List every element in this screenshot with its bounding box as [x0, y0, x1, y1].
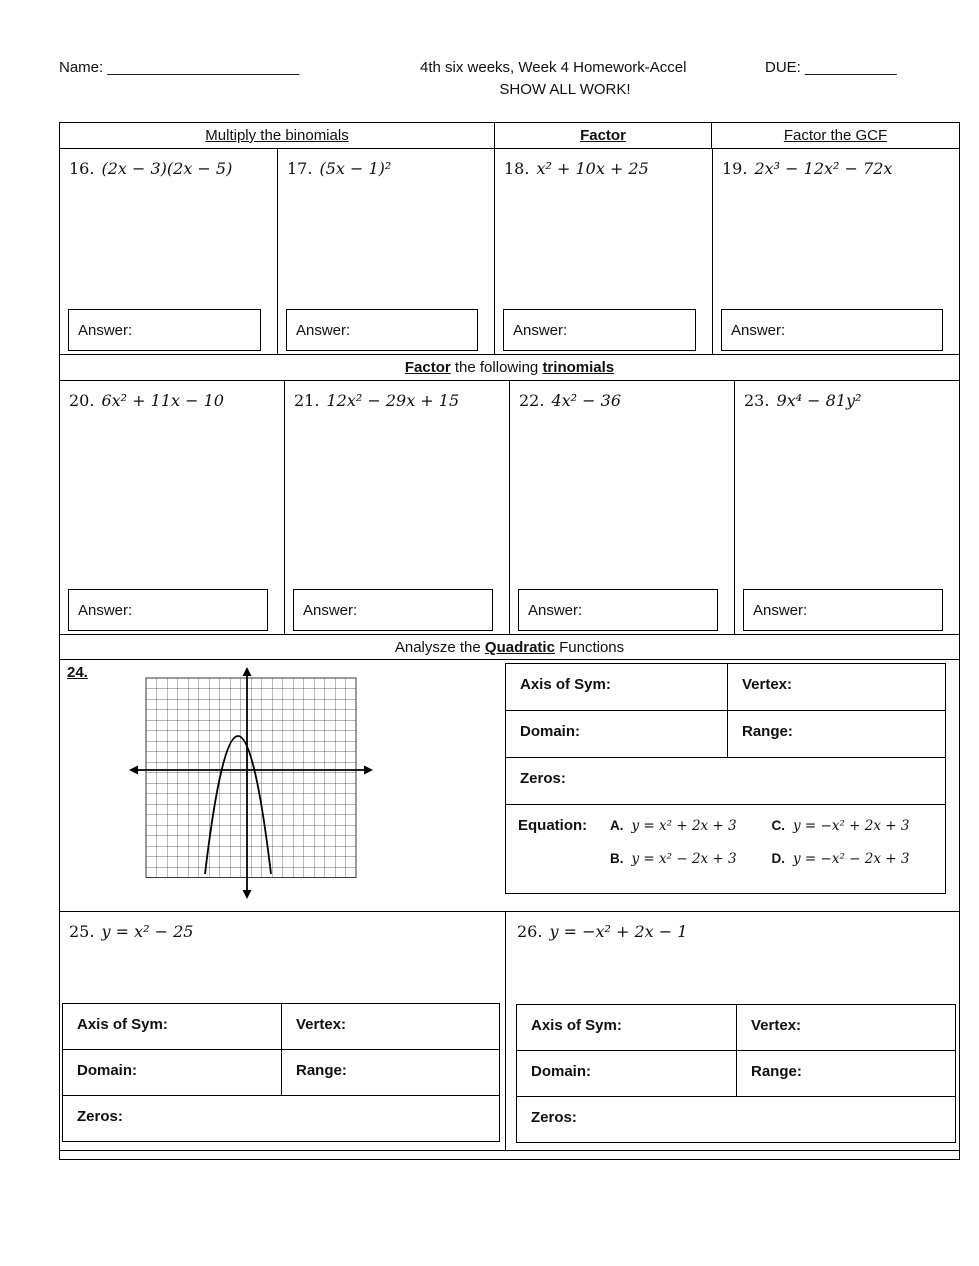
vertex-cell-24 [728, 664, 945, 710]
problem-21-expression: 12x² − 29x + 15 [326, 391, 460, 410]
domain-label: Domain: [531, 1063, 591, 1080]
problem-18-number: 18. [504, 159, 530, 178]
vertex-label: Vertex: [296, 1016, 347, 1033]
bottom-strip [60, 1151, 959, 1159]
domain-label: Domain: [520, 723, 580, 740]
problem-26-number: 26. [517, 922, 543, 941]
answer-box-21 [293, 589, 493, 631]
zeros-cell-26 [517, 1097, 955, 1142]
answer-label: Answer: [753, 601, 808, 619]
problem-25 [60, 912, 506, 1150]
analysis-table-25 [62, 1003, 500, 1142]
domain-cell-25 [63, 1050, 282, 1095]
col-header-factor-text: Factor [580, 127, 626, 144]
quadratics-header-row [60, 635, 959, 660]
problem-20 [60, 381, 285, 634]
quadratics-header-part1: Analysze the [394, 638, 485, 656]
range-label: Range: [751, 1063, 802, 1080]
range-cell-24 [728, 711, 945, 757]
problem-23-expression: 9x⁴ − 81y² [776, 391, 862, 410]
problem-26-expression: y = −x² + 2x − 1 [549, 922, 688, 941]
name-field: Name: _______________________ [59, 59, 300, 76]
col-header-gcf-text: Factor the GCF [783, 127, 888, 144]
col-header-factor [495, 123, 712, 148]
problem-16-statement [60, 149, 277, 178]
range-cell-26 [737, 1051, 955, 1096]
problem-22-number: 22. [519, 391, 545, 410]
col-header-multiply-binomials [60, 123, 495, 148]
problem-18 [495, 149, 713, 354]
show-all-work-note: SHOW ALL WORK! [499, 81, 631, 98]
problem-21-number: 21. [294, 391, 320, 410]
answer-box-17 [286, 309, 478, 351]
problem-22 [510, 381, 735, 634]
vertex-label: Vertex: [741, 676, 793, 693]
answer-box-19 [721, 309, 943, 351]
problem-25-statement [60, 912, 505, 941]
analysis-table-24 [505, 663, 946, 894]
zeros-label: Zeros: [531, 1109, 577, 1126]
axis-of-sym-cell-25 [63, 1004, 282, 1049]
problems-25-26-row [60, 912, 959, 1151]
problem-20-statement [60, 381, 284, 410]
answer-box-20 [68, 589, 268, 631]
axis-of-sym-label: Axis of Sym: [531, 1017, 622, 1034]
col-header-multiply-text: Multiply the binomials [205, 127, 349, 144]
option-d-expression: y = −x² − 2x + 3 [793, 851, 910, 867]
quadratics-header-part3: Functions [554, 638, 625, 656]
assignment-title: 4th six weeks, Week 4 Homework-Accel [420, 59, 687, 76]
y-axis-top-arrow [243, 667, 252, 676]
range-cell-25 [282, 1050, 499, 1095]
problem-19-statement [713, 149, 959, 178]
answer-label: Answer: [303, 601, 358, 619]
trinomials-header-part3: trinomials [542, 359, 615, 376]
problem-24-row [60, 660, 959, 912]
range-label: Range: [741, 723, 793, 740]
option-a-expression: y = x² + 2x + 3 [631, 818, 737, 834]
problem-24-number: 24. [67, 664, 88, 681]
domain-cell-26 [517, 1051, 737, 1096]
option-c-expression: y = −x² + 2x + 3 [793, 818, 910, 834]
equation-line-1 [518, 817, 933, 835]
problem-25-number: 25. [69, 922, 95, 941]
problem-17-number: 17. [287, 159, 313, 178]
equation-label: Equation: [518, 817, 588, 834]
problem-22-expression: 4x² − 36 [551, 391, 622, 410]
axis-of-sym-label: Axis of Sym: [77, 1016, 168, 1033]
domain-cell-24 [506, 711, 728, 757]
problem-17 [278, 149, 495, 354]
axis-of-sym-label: Axis of Sym: [520, 676, 611, 693]
range-label: Range: [296, 1062, 347, 1079]
problem-18-statement [495, 149, 712, 178]
answer-label: Answer: [296, 321, 351, 339]
problem-22-statement [510, 381, 734, 410]
equation-row-24 [506, 805, 945, 893]
analysis-table-26 [516, 1004, 956, 1143]
zeros-label: Zeros: [77, 1108, 123, 1125]
answer-label: Answer: [78, 601, 133, 619]
due-field: DUE: ___________ [765, 59, 897, 76]
answer-label: Answer: [528, 601, 583, 619]
x-axis-left-arrow [129, 766, 138, 775]
quadratics-header-part2: Quadratic [484, 638, 555, 656]
option-d-letter: D. [771, 851, 785, 866]
section-header-factor-trinomials [60, 355, 959, 380]
problems-20-23-row [60, 381, 959, 635]
problem-26-statement [506, 912, 959, 941]
equation-line-2 [610, 850, 933, 868]
vertex-label: Vertex: [751, 1017, 802, 1034]
parabola-graph [125, 664, 375, 909]
option-c-letter: C. [771, 818, 785, 833]
y-axis-bottom-arrow [243, 890, 252, 899]
answer-box-22 [518, 589, 718, 631]
problem-18-expression: x² + 10x + 25 [536, 159, 649, 178]
option-b-letter: B. [610, 851, 624, 866]
answer-box-18 [503, 309, 696, 351]
graph-grid [146, 678, 356, 878]
problem-17-statement [278, 149, 494, 178]
answer-label: Answer: [513, 321, 568, 339]
answer-box-16 [68, 309, 261, 351]
option-b-expression: y = x² − 2x + 3 [631, 851, 737, 867]
vertex-cell-25 [282, 1004, 499, 1049]
problem-19-number: 19. [722, 159, 748, 178]
trinomials-header-part1: Factor [404, 359, 451, 376]
problem-19 [713, 149, 959, 354]
worksheet-table [59, 122, 960, 1160]
col-header-factor-gcf [712, 123, 959, 148]
column-header-row [60, 123, 959, 149]
zeros-cell-24 [506, 758, 945, 804]
problem-23-statement [735, 381, 959, 410]
domain-label: Domain: [77, 1062, 137, 1079]
problem-23 [735, 381, 959, 634]
trinomials-header-row [60, 355, 959, 381]
problem-21-statement [285, 381, 509, 410]
option-a-letter: A. [610, 818, 624, 833]
problem-23-number: 23. [744, 391, 770, 410]
zeros-label: Zeros: [520, 770, 566, 787]
problem-21 [285, 381, 510, 634]
problem-20-expression: 6x² + 11x − 10 [101, 391, 224, 410]
problem-16 [60, 149, 278, 354]
answer-label: Answer: [731, 321, 786, 339]
vertex-cell-26 [737, 1005, 955, 1050]
problem-19-expression: 2x³ − 12x² − 72x [754, 159, 893, 178]
problem-16-number: 16. [69, 159, 95, 178]
answer-box-23 [743, 589, 943, 631]
problem-17-expression: (5x − 1)² [319, 159, 392, 178]
zeros-cell-25 [63, 1096, 499, 1141]
section-header-analyze-quadratics [60, 635, 959, 659]
trinomials-header-part2: the following [450, 359, 543, 376]
answer-label: Answer: [78, 321, 133, 339]
problem-16-expression: (2x − 3)(2x − 5) [101, 159, 233, 178]
axis-of-sym-cell-24 [506, 664, 728, 710]
x-axis-right-arrow [364, 766, 373, 775]
problem-26 [506, 912, 959, 1150]
problem-20-number: 20. [69, 391, 95, 410]
problems-16-19-row [60, 149, 959, 355]
problem-25-expression: y = x² − 25 [101, 922, 194, 941]
axis-of-sym-cell-26 [517, 1005, 737, 1050]
